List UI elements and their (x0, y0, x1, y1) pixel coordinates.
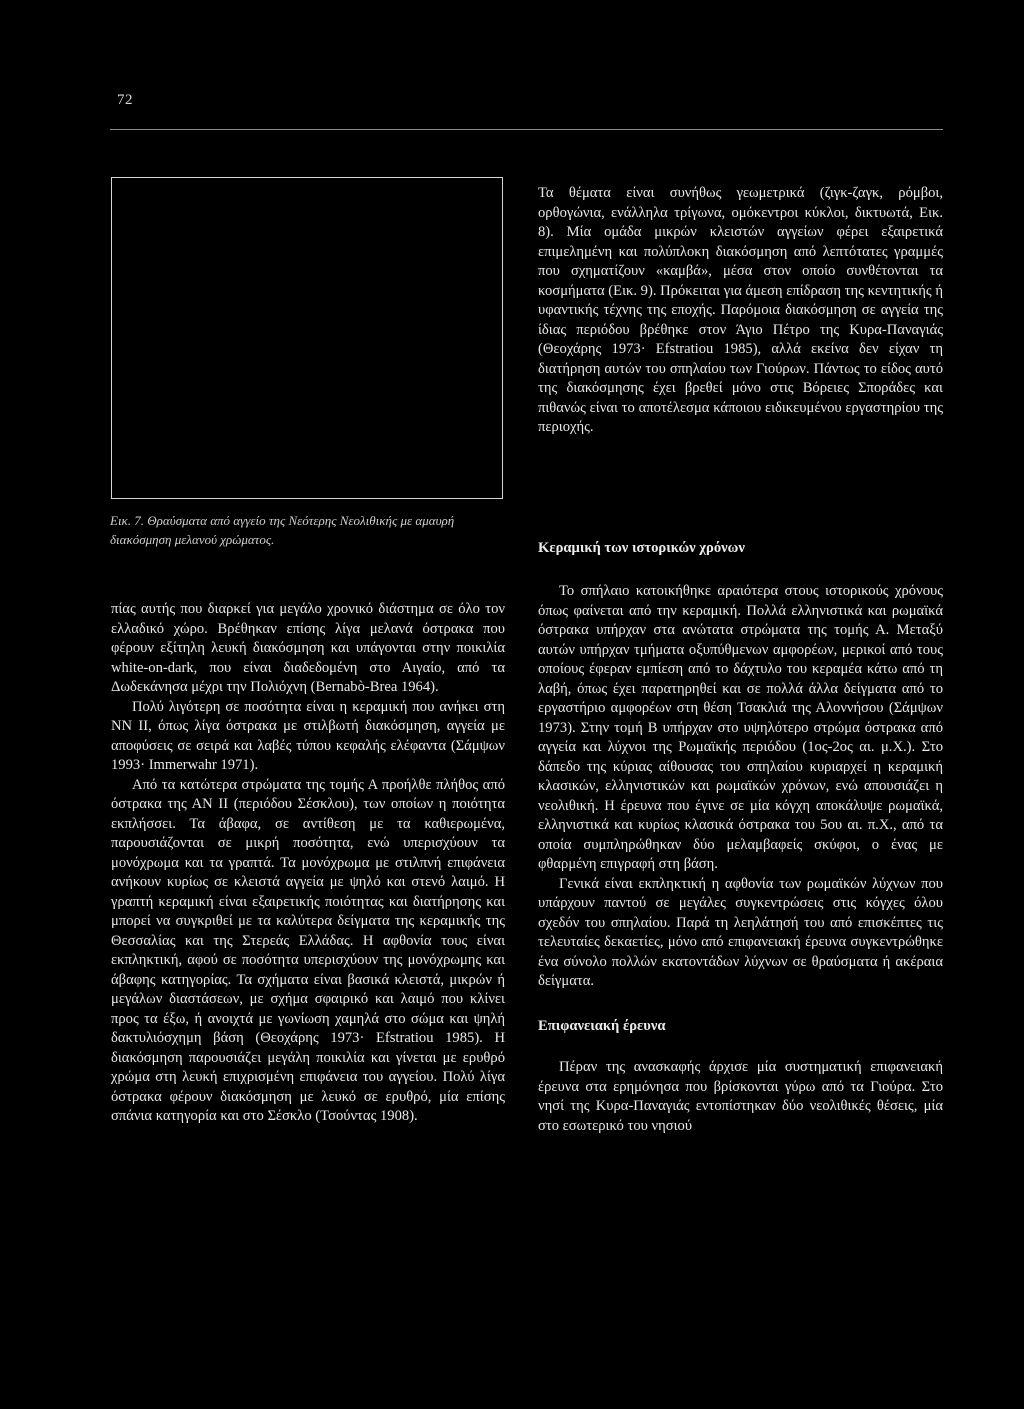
figure-caption-text: Θραύσματα από αγγείο της Νεότερης Νεολιθικής με αμαυρή διακόσμηση μελανού χρώματος. (110, 513, 455, 547)
paragraph: Γενικά είναι εκπληκτική η αφθονία των ρωμαϊκών λύχνων που υπάρχουν παντού σε μεγάλες συγκεντρώσεις στις κόγχες όλου σχεδόν του σπηλαίου. Παρά τη λεηλάτησή του από επισκέπτες τις τελευταίες δεκαετίες, μόνο από επιφανειακή έρευνα συγκεντρώθηκε ένα σύνολο πολλών εκατοντάδων λύχνων σε θραύσματα ή ακέραια δείγματα. (538, 875, 943, 989)
figure-caption (110, 511, 505, 549)
heading-surface-survey: Επιφανειακή έρευνα (538, 1017, 666, 1034)
paragraph: Τα θέματα είναι συνήθως γεωμετρικά (ζιγκ-ζαγκ, ρόμβοι, ορθογώνια, ενάλληλα τρίγωνα, ομόκεντροι κύκλοι, δικτυωτά, Εικ. 8). Μία ομάδα μικρών κλειστών αγγείων φέρει εξαιρετικά επιμελημένη και πολύπλοκη διακόσμηση από λεπτότατες γραμμές που σχηματίζουν «καμβά», μέσα στον οποίο συνθέτονται τα κοσμήματα (Εικ. 9). Πρόκειται για άμεση επίδραση της κεντητικής ή υφαντικής τέχνης της εποχής. Παρόμοια διακόσμηση σε αγγεία της ίδιας περιόδου βρέθηκε στον Άγιο Πέτρο της Κυρα-Παναγιάς (Θεοχάρης 1973· Efstratiou 1985), αλλά εκείνα δεν είχαν τη διατήρηση αυτών του σπηλαίου των Γιούρων. Πάντως το είδος αυτό της διακόσμησης έχει βρεθεί μόνο στις Βόρειες Σποράδες και πιθανώς είναι το αποτέλεσμα κάποιου ειδικευμένου εργαστηρίου της περιοχής. (538, 185, 943, 435)
right-column-top (538, 184, 943, 438)
page-number: 72 (117, 92, 133, 108)
section-gap (538, 992, 943, 1017)
figure-caption-label: Εικ. 7. (110, 513, 145, 528)
paragraph: Πολύ λιγότερη σε ποσότητα είναι η κεραμική που ανήκει στη ΝΝ ΙΙ, όπως λίγα όστρακα με στιλβωτή διακόσμηση, αγγεία με αποφύσεις σε σειρά και λαβές τύπου κεφαλής ελέφαντα (Σάμψων 1993· Immerwahr 1971). (111, 698, 505, 773)
heading-historic-pottery: Κεραμική των ιστορικών χρόνων (538, 540, 745, 556)
right-column-bottom (538, 582, 943, 1136)
paragraph: Από τα κατώτερα στρώματα της τομής Α προήλθε πλήθος από όστρακα της ΑΝ ΙΙ (περιόδου Σέσκλου), των οποίων η ποιότητα εκπλήσσει. Τα άβαφα, σε αντίθεση με τα καθιερωμένα, παρουσιάζονται σε μικρή ποσότητα, ενώ υπερισχύουν τα μονόχρωμα και τα γραπτά. Τα μονόχρωμα με στιλπνή επιφάνεια ανήκουν κυρίως σε κλειστά αγγεία με ψηλό και στενό λαιμό. Η γραπτή κεραμική είναι εξαιρετικής ποιότητας και διατήρησης και μπορεί να συγκριθεί με τα καλύτερα δείγματα της κεραμικής της Θεσσαλίας και της Στερεάς Ελλάδας. Η αφθονία τους είναι εκπληκτική, αφού σε ποσότητα υπερισχύουν της μονόχρωμης και άβαφης κατηγορίας. Τα σχήματα είναι βασικά κλειστά, μικρών ή μεγάλων διαστάσεων, με σχήμα σφαιρικό και λαιμό που κλίνει προς τα έξω, ή ανοιχτά με γωνίωση χαμηλά στο σώμα και ψηλή δακτυλιόσχημη βάση (Θεοχάρης 1973· Efstratiou 1985). Η διακόσμηση παρουσιάζει μεγάλη ποικιλία και γίνεται με ερυθρό χρώμα στη λευκή επιχρισμένη επιφάνεια του αγγείου. Πολύ λίγα όστρακα φέρουν διακόσμηση με λευκό σε ερυθρό, μία επίσης σπάνια κατηγορία και στο Σέσκλο (Τσούντας 1908). (111, 776, 505, 1124)
paragraph: πίας αυτής που διαρκεί για μεγάλο χρονικό διάστημα σε όλο τον ελλαδικό χώρο. Βρέθηκαν επίσης λίγα μελανά όστρακα που φέρουν εξίτηλη λευκή διακόσμηση και υπάγονται στην ποικιλία white-on-dark, που είναι διαδεδομένη στο Αιγαίο, από τα Δωδεκάνησα μέχρι την Πολιόχνη (Bernabò-Brea 1964). (111, 601, 505, 695)
heading-gap (538, 1036, 943, 1058)
paragraph: Πέραν της ανασκαφής άρχισε μία συστηματική επιφανειακή έρευνα στα ερημόνησα που βρίσκονται γύρω από τα Γιούρα. Στο νησί της Κυρα-Παναγιάς εντοπίστηκαν δύο νεολιθικές θέσεις, μία στο εσωτερικό του νησιού (538, 1059, 943, 1134)
paragraph: Το σπήλαιο κατοικήθηκε αραιότερα στους ιστορικούς χρόνους όπως φαίνεται από την κεραμική. Πολλά ελληνιστικά και ρωμαϊκά όστρακα υπήρχαν στα ανώτατα στρώματα της τομής Α. Μεταξύ αυτών υπήρχαν τμήματα οξυπύθμενων αμφορέων, μερικοί από τους οποίους έφεραν εμπίεση από το δάχτυλο του κεραμέα κάτω από τη λαβή, όπως έχει παρατηρηθεί και σε πολλά άλλα δείγματα από το εργαστήριο αμφορέων στη θέση Τσακλιά της Αλοννήσου (Σάμψων 1973). Στην τομή Β υπήρχαν στο υψηλότερο στρώμα όστρακα από αγγεία και λύχνοι της Ρωμαϊκής περιόδου (1ος-2ος αι. μ.Χ.). Στο δάπεδο της κύριας αίθουσας του σπηλαίου κυριαρχεί η κεραμική κλασικών, ελληνιστικών και ρωμαϊκών χρόνων, ενώ απουσιάζει η νεολιθική. Η έρευνα που έγινε σε μία κόγχη αποκάλυψε ρωμαϊκά, ελληνιστικά και κυρίως κλασικά όστρακα του 5ου αι. π.Χ., από τα οποία συμπληρώθηκαν δύο μελαμβαφείς σκύφοι, ο ένας με φθαρμένη επιγραφή στη βάση. (538, 583, 943, 872)
figure-image-placeholder (111, 177, 503, 499)
header-rule (110, 129, 943, 130)
left-column (111, 600, 505, 1127)
